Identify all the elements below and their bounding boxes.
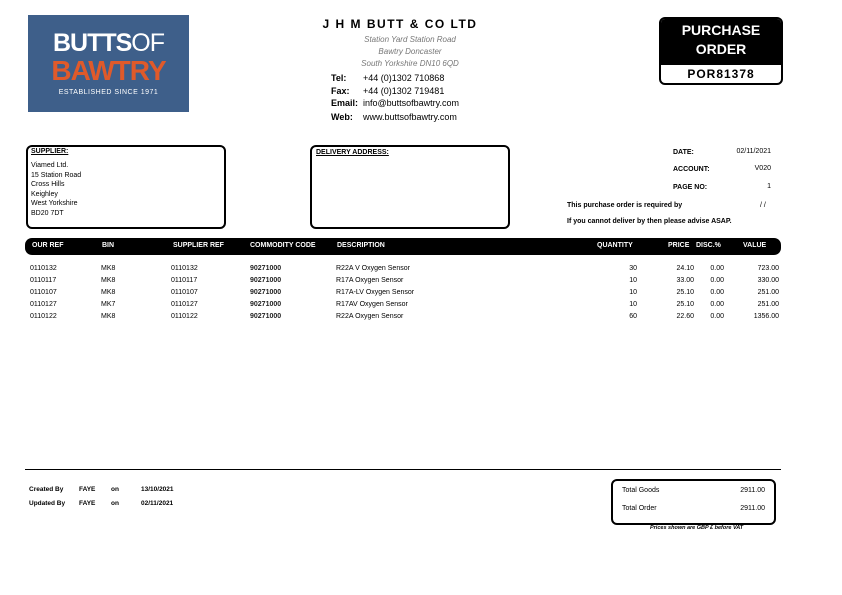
advise-note: If you cannot deliver by then please advise ASAP.	[567, 218, 732, 225]
created-on-label: on	[111, 486, 119, 493]
table-header	[25, 238, 781, 255]
date-label: DATE:	[673, 149, 694, 156]
footer-divider	[25, 469, 781, 470]
col-bin: BIN	[102, 242, 115, 249]
date-value: 02/11/2021	[736, 148, 771, 155]
supplier-title: SUPPLIER:	[31, 148, 69, 155]
totals-box	[611, 479, 776, 525]
col-quantity: QUANTITY	[597, 242, 633, 249]
col-value: VALUE	[743, 242, 767, 249]
email-label: Email:	[331, 98, 359, 108]
web-label: Web:	[331, 112, 353, 122]
updated-on-label: on	[111, 500, 119, 507]
col-description: DESCRIPTION	[337, 242, 385, 249]
table-row: 0110132 MK8 0110132 90271000 R22A V Oxygen Sensor 30 24.10 0.00 723.00	[30, 265, 779, 272]
delivery-box	[310, 145, 510, 229]
page-label: PAGE NO:	[673, 184, 708, 191]
updated-date: 02/11/2021	[141, 500, 174, 507]
updated-by-value: FAYE	[79, 500, 96, 507]
total-goods-label: Total Goods	[622, 487, 660, 494]
created-date: 13/10/2021	[141, 486, 174, 493]
account-value: V020	[754, 165, 771, 172]
logo-line1: BUTTSOF	[52, 29, 165, 57]
col-supplier-ref: SUPPLIER REF	[173, 242, 224, 249]
fax-label: Fax:	[331, 86, 350, 96]
company-address-line1: Station Yard Station Road	[364, 35, 456, 44]
total-order-value: 2911.00	[740, 505, 765, 512]
fax-value: +44 (0)1302 719481	[363, 86, 445, 96]
col-price: PRICE	[668, 242, 690, 249]
table-row: 0110127 MK7 0110127 90271000 R17AV Oxygen Sensor 10 25.10 0.00 251.00	[30, 301, 779, 308]
tel-label: Tel:	[331, 73, 347, 83]
web-link[interactable]: www.buttsofbawtry.com	[363, 112, 457, 122]
logo-line2: BAWTRY	[51, 55, 166, 86]
logo-tagline: ESTABLISHED SINCE 1971	[58, 89, 159, 96]
updated-by-label: Updated By	[29, 500, 66, 507]
required-by-value: / /	[760, 202, 766, 209]
created-by-label: Created By	[29, 486, 64, 493]
delivery-title: DELIVERY ADDRESS:	[316, 149, 389, 156]
table-row: 0110107 MK8 0110107 90271000 R17A-LV Oxygen Sensor 10 25.10 0.00 251.00	[30, 289, 779, 296]
total-goods-value: 2911.00	[740, 487, 765, 494]
col-commodity-code: COMMODITY CODE	[250, 242, 316, 249]
supplier-address: Viamed Ltd. 15 Station Road Cross Hills Keighley West Yorkshire BD20 7DT	[31, 162, 82, 217]
po-number: POR81378	[687, 67, 755, 81]
company-name: J H M BUTT & CO LTD	[322, 17, 478, 31]
po-box	[659, 17, 783, 85]
table-row: 0110122 MK8 0110122 90271000 R22A Oxygen Sensor 60 22.60 0.00 1356.00	[30, 313, 779, 320]
company-address-line3: South Yorkshire DN10 6QD	[361, 59, 459, 68]
company-address-line2: Bawtry Doncaster	[378, 47, 442, 56]
col-disc: DISC.%	[696, 242, 721, 249]
po-title: PURCHASE ORDER	[661, 19, 781, 65]
total-order-label: Total Order	[622, 505, 657, 512]
account-label: ACCOUNT:	[673, 166, 710, 173]
email-link[interactable]: info@buttsofbawtry.com	[363, 98, 460, 108]
col-our-ref: OUR REF	[32, 242, 64, 249]
table-row: 0110117 MK8 0110117 90271000 R17A Oxygen Sensor 10 33.00 0.00 330.00	[30, 277, 779, 284]
prices-note: Prices shown are GBP £ before VAT	[650, 525, 744, 531]
created-by-value: FAYE	[79, 486, 96, 493]
page-value: 1	[767, 183, 771, 190]
required-by-label: This purchase order is required by	[567, 202, 683, 209]
company-logo	[28, 15, 189, 112]
tel-value: +44 (0)1302 710868	[363, 73, 445, 83]
